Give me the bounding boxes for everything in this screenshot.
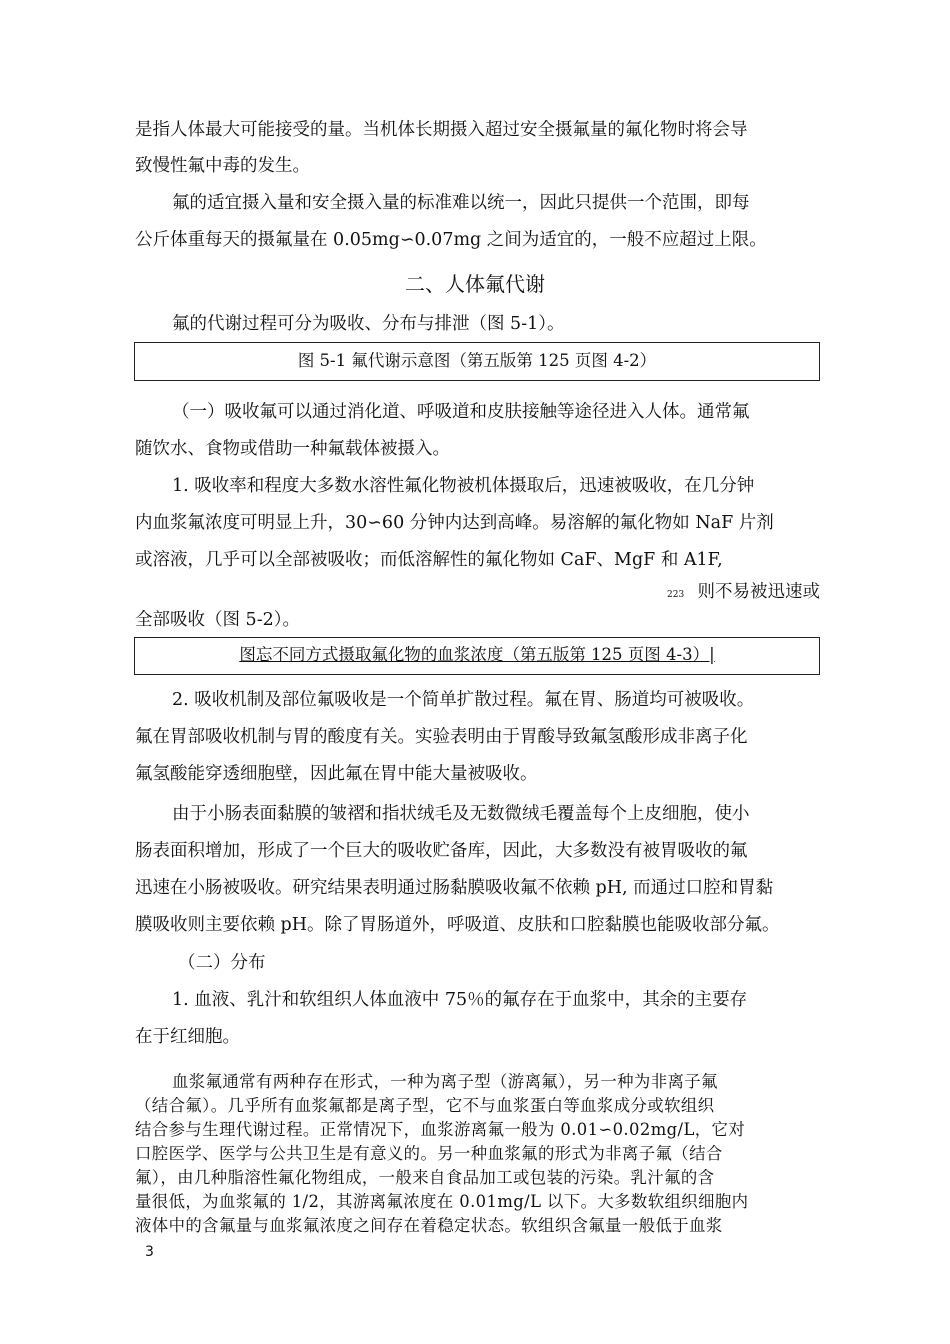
paragraph-line: 公斤体重每天的摄氟量在 0.05mg∽0.07mg 之间为适宜的，一般不应超过上限。 <box>135 230 767 250</box>
figure-placeholder-box <box>134 342 820 381</box>
paragraph-line: 氟的适宜摄入量和安全摄入量的标准难以统一，因此只提供一个范围，即每 <box>172 193 750 213</box>
section-heading: 二、人体氟代谢 <box>405 272 545 296</box>
paragraph-line: （一）吸收氟可以通过消化道、呼吸道和皮肤接触等途径进入人体。通常氟 <box>172 402 750 422</box>
paragraph-line: 内血浆氟浓度可明显上升，30∽60 分钟内达到高峰。易溶解的氟化物如 NaF 片剂 <box>135 513 774 533</box>
paragraph-line: 氟在胃部吸收机制与胃的酸度有关。实验表明由于胃酸导致氟氢酸形成非离子化 <box>135 727 748 747</box>
paragraph-line: 2. 吸收机制及部位氟吸收是一个简单扩散过程。氟在胃、肠道均可被吸收。 <box>172 690 755 710</box>
paragraph-line: 在于红细胞。 <box>135 1027 240 1047</box>
figure-caption: 图忘不同方式摄取氟化物的血浆浓度（第五版第 125 页图 4-3）| <box>239 645 715 664</box>
paragraph-line: 全部吸收（图 5-2）。 <box>135 610 300 630</box>
paragraph-line: 致慢性氟中毒的发生。 <box>135 156 310 176</box>
paragraph-line: 迅速在小肠被吸收。研究结果表明通过肠黏膜吸收氟不依赖 pH, 而通过口腔和胃黏 <box>135 878 774 898</box>
paragraph-line: 膜吸收则主要依赖 pH。除了胃肠道外，呼吸道、皮肤和口腔黏膜也能吸收部分氟。 <box>135 915 780 935</box>
paragraph-line: 结合参与生理代谢过程。正常情况下，血浆游离氟一般为 0.01∽0.02mg/L，它对 <box>135 1120 746 1139</box>
paragraph-line: 由于小肠表面黏膜的皱褶和指状绒毛及无数微绒毛覆盖每个上皮细胞，使小 <box>172 804 750 824</box>
paragraph-line: 量很低，为血浆氟的 1/2，其游离氟浓度在 0.01mg/L 以下。大多数软组织细胞内 <box>135 1192 749 1211</box>
paragraph-line: 氟的代谢过程可分为吸收、分布与排泄（图 5-1）。 <box>172 314 565 334</box>
paragraph-line: 液体中的含氟量与血浆氟浓度之间存在着稳定状态。软组织含氟量一般低于血浆 <box>135 1216 723 1235</box>
paragraph-line: 随饮水、食物或借助一种氟载体被摄入。 <box>135 439 450 459</box>
paragraph-line: 1. 血液、乳汁和软组织人体血液中 75％的氟存在于血浆中，其余的主要存 <box>172 990 748 1010</box>
paragraph-line: 1. 吸收率和程度大多数水溶性氟化物被机体摄取后，迅速被吸收，在几分钟 <box>172 476 755 496</box>
subsection-heading: （二）分布 <box>178 953 266 973</box>
paragraph-line: 口腔医学、医学与公共卫生是有意义的。另一种血浆氟的形式为非离子氟（结合 <box>135 1144 723 1163</box>
paragraph-line: 肠表面积增加，形成了一个巨大的吸收贮备库，因此，大多数没有被胃吸收的氟 <box>135 841 748 861</box>
paragraph-line: 血浆氟通常有两种存在形式，一种为离子型（游离氟），另一种为非离子氟 <box>172 1072 718 1091</box>
paragraph-line: （结合氟）。几乎所有血浆氟都是离子型，它不与血浆蛋白等血浆成分或软组织 <box>135 1096 715 1115</box>
figure-placeholder-box <box>134 637 820 675</box>
paragraph-line: 则不易被迅速或 <box>697 582 820 602</box>
figure-caption: 图 5-1 氟代谢示意图（第五版第 125 页图 4-2） <box>297 351 657 370</box>
paragraph-line: 氟氢酸能穿透细胞壁，因此氟在胃中能大量被吸收。 <box>135 764 538 784</box>
paragraph-line: 氟），由几种脂溶性氟化物组成，一般来自食品加工或包装的污染。乳汁氟的含 <box>135 1168 715 1187</box>
page-number: 3 <box>145 1244 154 1260</box>
paragraph-line: 或溶液，几乎可以全部被吸收；而低溶解性的氟化物如 CaF、MgF 和 A1F, <box>135 550 723 570</box>
paragraph-line: 是指人体最大可能接受的量。当机体长期摄入超过安全摄氟量的氟化物时将会导 <box>135 120 748 140</box>
subscript-digits: 223 <box>667 590 685 600</box>
